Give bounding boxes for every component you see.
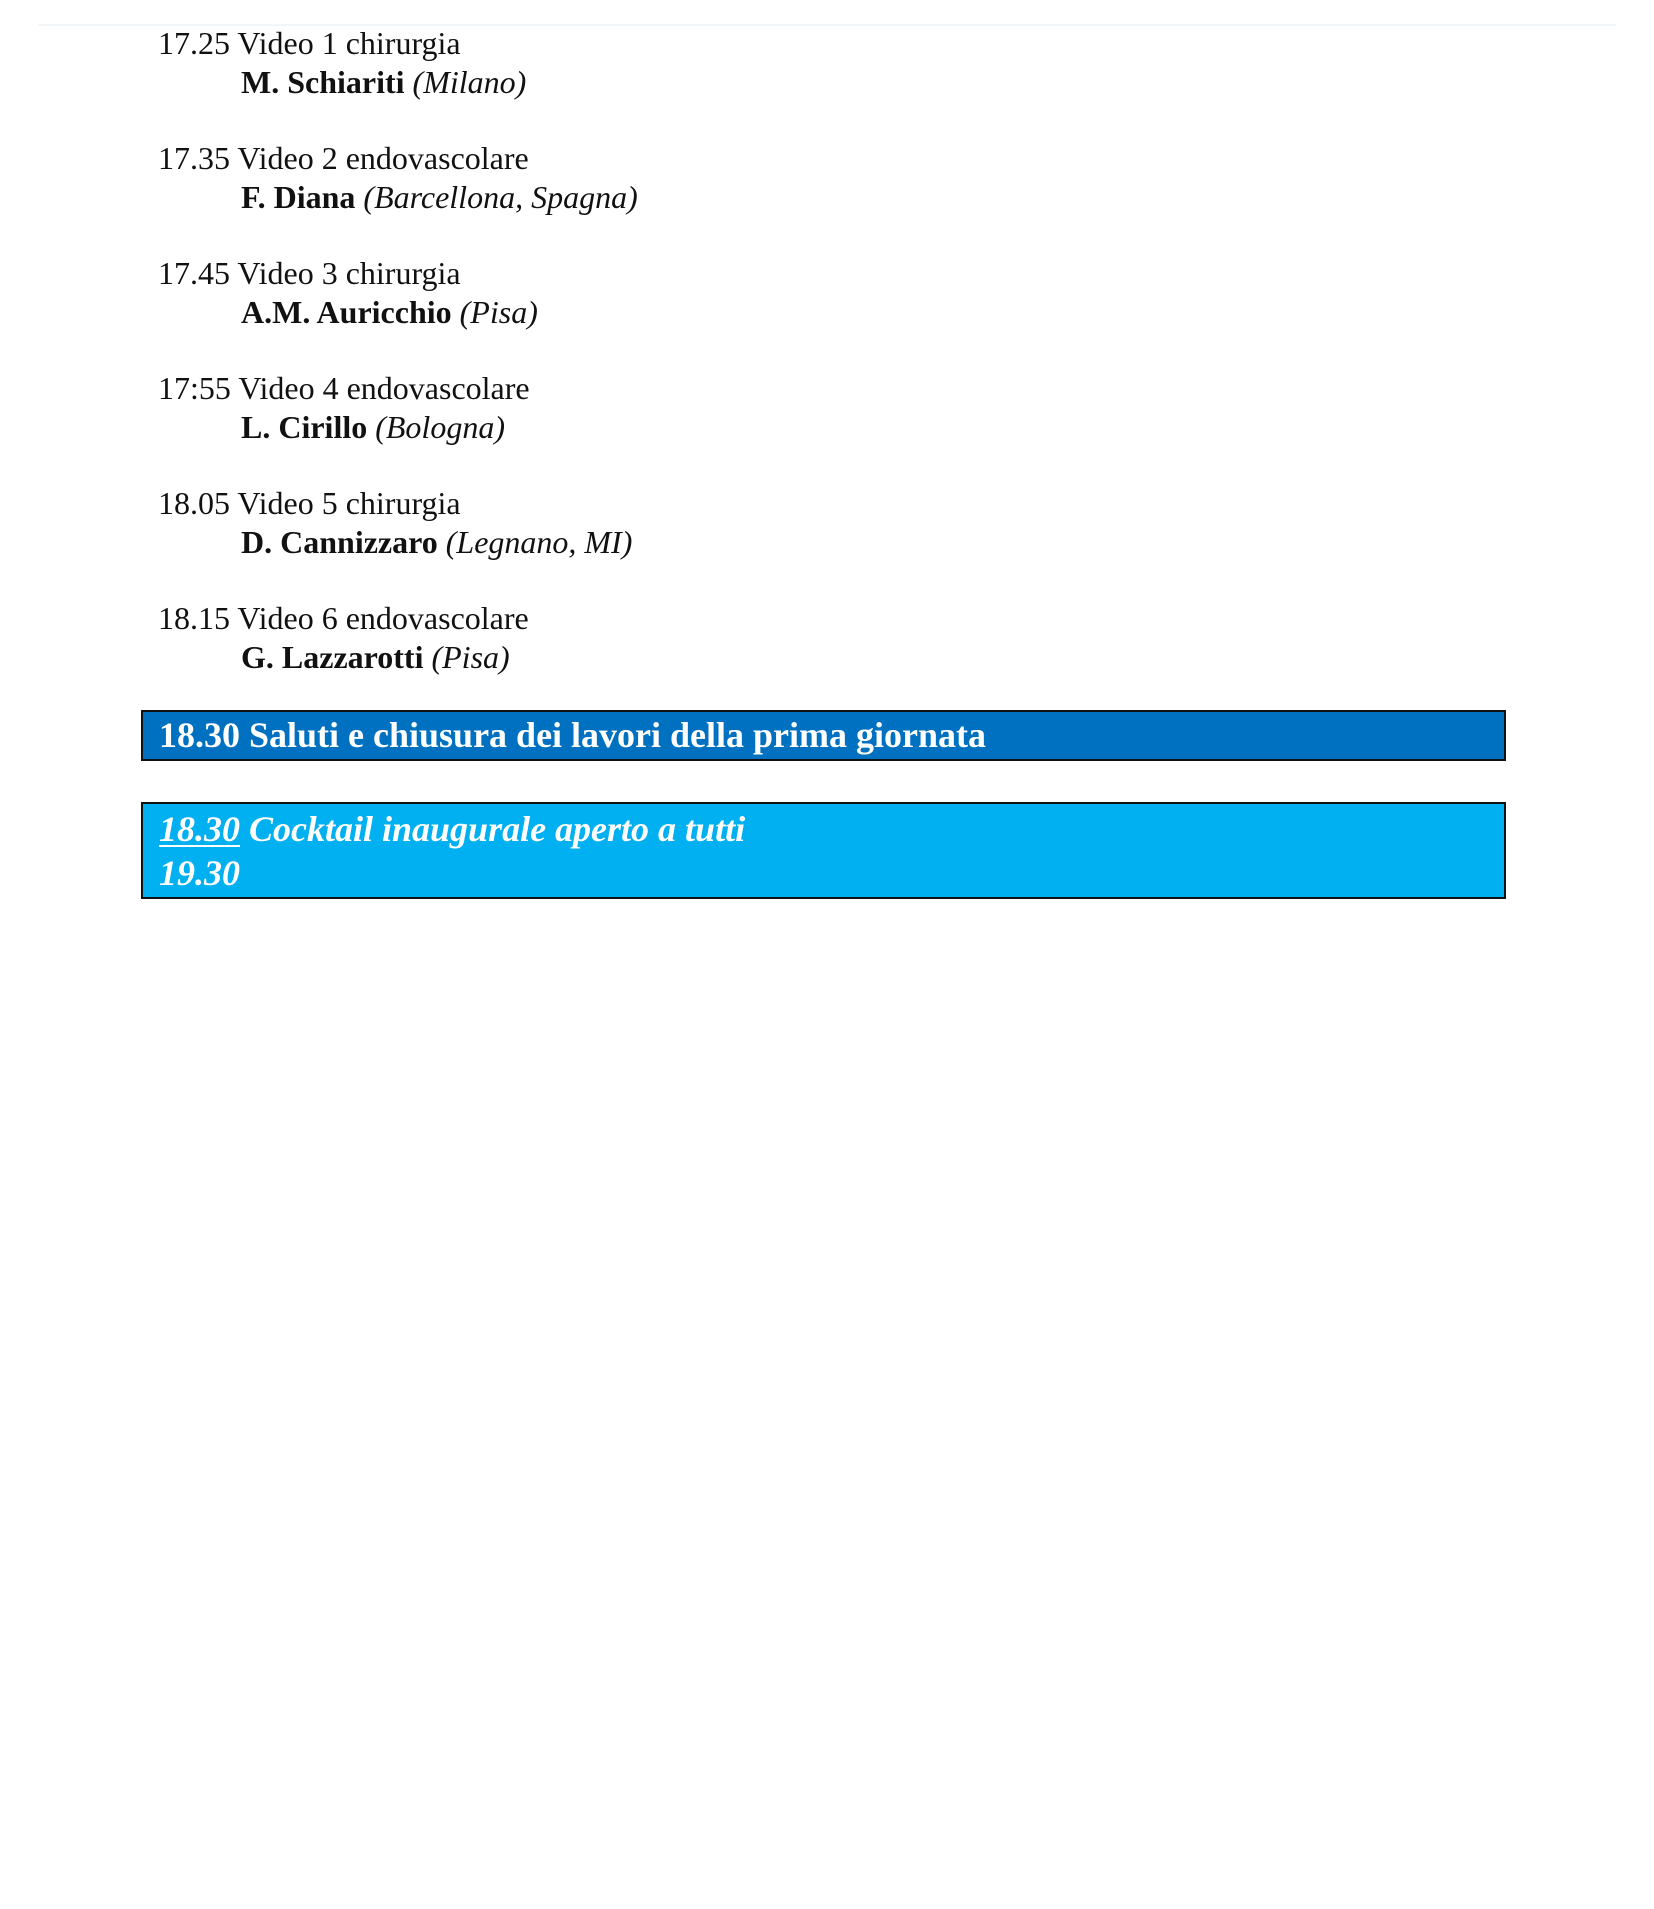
speaker-line bbox=[158, 178, 1508, 217]
session-title: Video 3 chirurgia bbox=[237, 255, 461, 291]
session-item-video-1 bbox=[158, 24, 1508, 139]
cocktail-event-banner bbox=[141, 802, 1506, 899]
speaker-city: (Pisa) bbox=[431, 639, 510, 675]
session-title: Video 4 endovascolare bbox=[238, 370, 530, 406]
session-title-line bbox=[158, 484, 1508, 523]
session-item-video-4 bbox=[158, 369, 1508, 484]
program-schedule bbox=[158, 24, 1508, 714]
speaker-name: G. Lazzarotti bbox=[241, 639, 424, 675]
speaker-city: (Legnano, MI) bbox=[445, 524, 633, 560]
session-title-line bbox=[158, 369, 1508, 408]
closing-session-banner bbox=[141, 710, 1506, 761]
session-title: Video 6 endovascolare bbox=[237, 600, 529, 636]
speaker-city: (Pisa) bbox=[459, 294, 538, 330]
speaker-line bbox=[158, 63, 1508, 102]
speaker-name: F. Diana bbox=[241, 179, 356, 215]
cocktail-first-line bbox=[159, 807, 1504, 851]
session-time: 17.35 bbox=[158, 140, 230, 176]
speaker-line bbox=[158, 293, 1508, 332]
cocktail-text: Cocktail inaugurale aperto a tutti bbox=[249, 809, 746, 849]
speaker-city: (Milano) bbox=[412, 64, 527, 100]
speaker-name: A.M. Auricchio bbox=[241, 294, 452, 330]
session-title-line bbox=[158, 24, 1508, 63]
session-time: 18.15 bbox=[158, 600, 230, 636]
session-item-video-2 bbox=[158, 139, 1508, 254]
session-title-line bbox=[158, 254, 1508, 293]
session-title-line bbox=[158, 599, 1508, 638]
session-time: 18.05 bbox=[158, 485, 230, 521]
cocktail-start-time: 18.30 bbox=[159, 809, 240, 849]
speaker-city: (Barcellona, Spagna) bbox=[363, 179, 638, 215]
cocktail-end-time: 19.30 bbox=[159, 853, 240, 893]
session-time: 17.45 bbox=[158, 255, 230, 291]
session-title: Video 1 chirurgia bbox=[237, 25, 461, 61]
session-item-video-5 bbox=[158, 484, 1508, 599]
speaker-name: L. Cirillo bbox=[241, 409, 368, 445]
speaker-name: D. Cannizzaro bbox=[241, 524, 438, 560]
session-title: Video 5 chirurgia bbox=[237, 485, 461, 521]
closing-time: 18.30 bbox=[159, 715, 240, 755]
session-item-video-6 bbox=[158, 599, 1508, 714]
speaker-line bbox=[158, 638, 1508, 677]
speaker-line bbox=[158, 408, 1508, 447]
session-time: 17.25 bbox=[158, 25, 230, 61]
speaker-line bbox=[158, 523, 1508, 562]
session-item-video-3 bbox=[158, 254, 1508, 369]
session-title-line bbox=[158, 139, 1508, 178]
session-time: 17:55 bbox=[158, 370, 231, 406]
speaker-city: (Bologna) bbox=[375, 409, 505, 445]
closing-text: Saluti e chiusura dei lavori della prima giornata bbox=[249, 715, 987, 755]
speaker-name: M. Schiariti bbox=[241, 64, 405, 100]
session-title: Video 2 endovascolare bbox=[237, 140, 529, 176]
